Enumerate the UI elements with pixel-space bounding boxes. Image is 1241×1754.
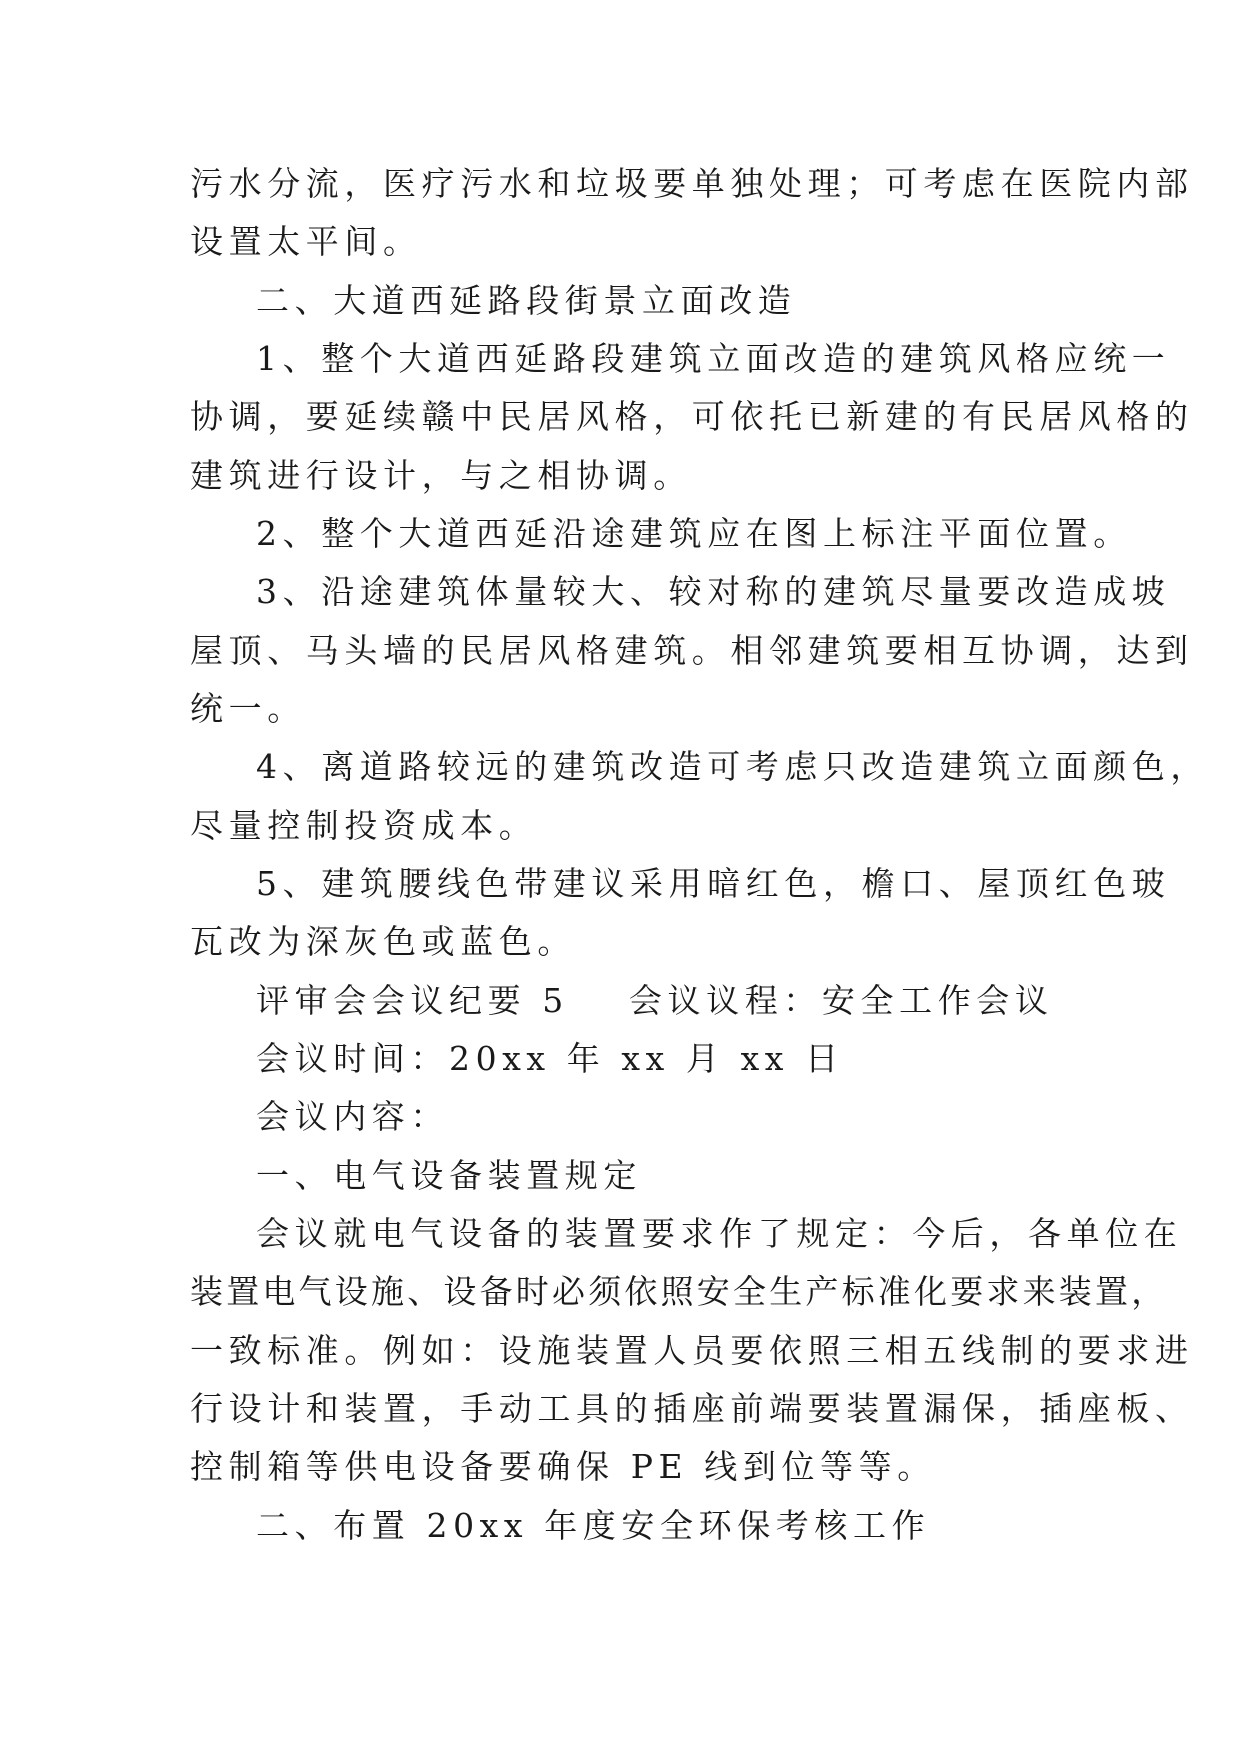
minutes-title: 评审会会议纪要 5 bbox=[256, 981, 569, 1020]
minutes-title-line bbox=[256, 976, 1156, 1026]
section-heading: 一、电气设备装置规定 bbox=[256, 1156, 642, 1195]
body-text-line: 一致标准。例如：设施装置人员要依照三相五线制的要求进 bbox=[190, 1331, 1194, 1370]
body-text-line: 装置电气设施、设备时必须依照安全生产标准化要求来装置， bbox=[190, 1272, 1168, 1311]
list-item-line: 5、建筑腰线色带建议采用暗红色，檐口、屋顶红色玻 bbox=[256, 864, 1171, 903]
body-text-line: 设置太平间。 bbox=[190, 222, 422, 261]
body-text-line: 协调，要延续赣中民居风格，可依托已新建的有民居风格的 bbox=[190, 397, 1194, 436]
body-text-line: 尽量控制投资成本。 bbox=[190, 806, 538, 845]
body-text-line: 污水分流，医疗污水和垃圾要单独处理；可考虑在医院内部 bbox=[190, 164, 1194, 203]
list-item-line: 3、沿途建筑体量较大、较对称的建筑尽量要改造成坡 bbox=[256, 572, 1171, 611]
list-item-line: 1、整个大道西延路段建筑立面改造的建筑风格应统一 bbox=[256, 339, 1171, 378]
meeting-agenda: 会议议程：安全工作会议 bbox=[628, 981, 1054, 1020]
body-text-line: 瓦改为深灰色或蓝色。 bbox=[190, 922, 576, 961]
body-text-line: 统一。 bbox=[190, 689, 306, 728]
meeting-time: 会议时间：20xx 年 xx 月 xx 日 bbox=[256, 1039, 844, 1078]
body-text-line: 屋顶、马头墙的民居风格建筑。相邻建筑要相互协调，达到 bbox=[190, 631, 1194, 670]
section-heading: 二、布置 20xx 年度安全环保考核工作 bbox=[256, 1506, 931, 1545]
body-text-line: 行设计和装置，手动工具的插座前端要装置漏保，插座板、 bbox=[190, 1389, 1194, 1428]
list-item-line: 4、离道路较远的建筑改造可考虑只改造建筑立面颜色， bbox=[256, 747, 1209, 786]
body-text-line: 建筑进行设计，与之相协调。 bbox=[190, 456, 692, 495]
section-heading: 二、大道西延路段街景立面改造 bbox=[256, 281, 797, 320]
list-item-line: 2、整个大道西延沿途建筑应在图上标注平面位置。 bbox=[256, 514, 1132, 553]
body-text-line: 会议就电气设备的装置要求作了规定：今后，各单位在 bbox=[256, 1214, 1183, 1253]
meeting-content-label: 会议内容： bbox=[256, 1097, 449, 1136]
body-text-line: 控制箱等供电设备要确保 PE 线到位等等。 bbox=[190, 1447, 936, 1486]
